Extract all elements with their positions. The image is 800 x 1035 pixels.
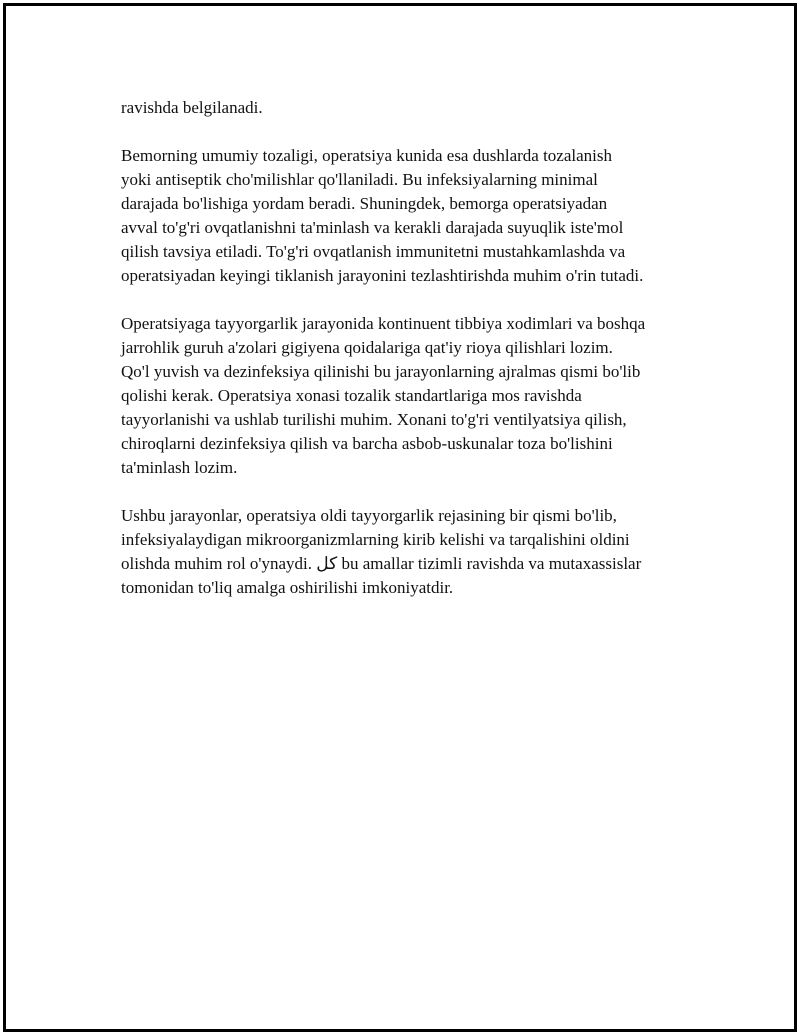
text-line: olishda muhim rol o'ynaydi. کل bu amallar tizimli ravishda va mutaxassislar (121, 554, 642, 573)
paragraph-3 (121, 312, 721, 480)
text-line: tayyorlanishi va ushlab turilishi muhim. Xonani to'g'ri ventilyatsiya qilish, (121, 410, 627, 429)
text-line: ta'minlash lozim. (121, 458, 238, 477)
text-line: operatsiyadan keyingi tiklanish jarayonini tezlashtirishda muhim o'rin tutadi. (121, 266, 644, 285)
document-body (121, 96, 721, 624)
text-line: jarrohlik guruh a'zolari gigiyena qoidalariga qat'iy rioya qilishlari lozim. (121, 338, 613, 357)
text-line: Ushbu jarayonlar, operatsiya oldi tayyorgarlik rejasining bir qismi bo'lib, (121, 506, 617, 525)
text-line: qilish tavsiya etiladi. To'g'ri ovqatlanish immunitetni mustahkamlashda va (121, 242, 626, 261)
text-line: chiroqlarni dezinfeksiya qilish va barcha asbob-uskunalar toza bo'lishini (121, 434, 613, 453)
text-line: avval to'g'ri ovqatlanishni ta'minlash va kerakli darajada suyuqlik iste'mol (121, 218, 624, 237)
text-line: darajada bo'lishiga yordam beradi. Shuningdek, bemorga operatsiyadan (121, 194, 608, 213)
page-frame (3, 3, 797, 1032)
text-line: tomonidan to'liq amalga oshirilishi imkoniyatdir. (121, 578, 454, 597)
text-line: Bemorning umumiy tozaligi, operatsiya kunida esa dushlarda tozalanish (121, 146, 612, 165)
text-line: infeksiyalaydigan mikroorganizmlarning kirib kelishi va tarqalishini oldini (121, 530, 630, 549)
text-line: Qo'l yuvish va dezinfeksiya qilinishi bu jarayonlarning ajralmas qismi bo'lib (121, 362, 641, 381)
text-line: Operatsiyaga tayyorgarlik jarayonida kontinuent tibbiya xodimlari va boshqa (121, 314, 646, 333)
paragraph-2 (121, 144, 721, 288)
text-line: ravishda belgilanadi. (121, 98, 263, 117)
paragraph-4 (121, 504, 721, 600)
text-line: qolishi kerak. Operatsiya xonasi tozalik standartlariga mos ravishda (121, 386, 582, 405)
text-line: yoki antiseptik cho'milishlar qo'llaniladi. Bu infeksiyalarning minimal (121, 170, 598, 189)
paragraph-1 (121, 96, 721, 120)
